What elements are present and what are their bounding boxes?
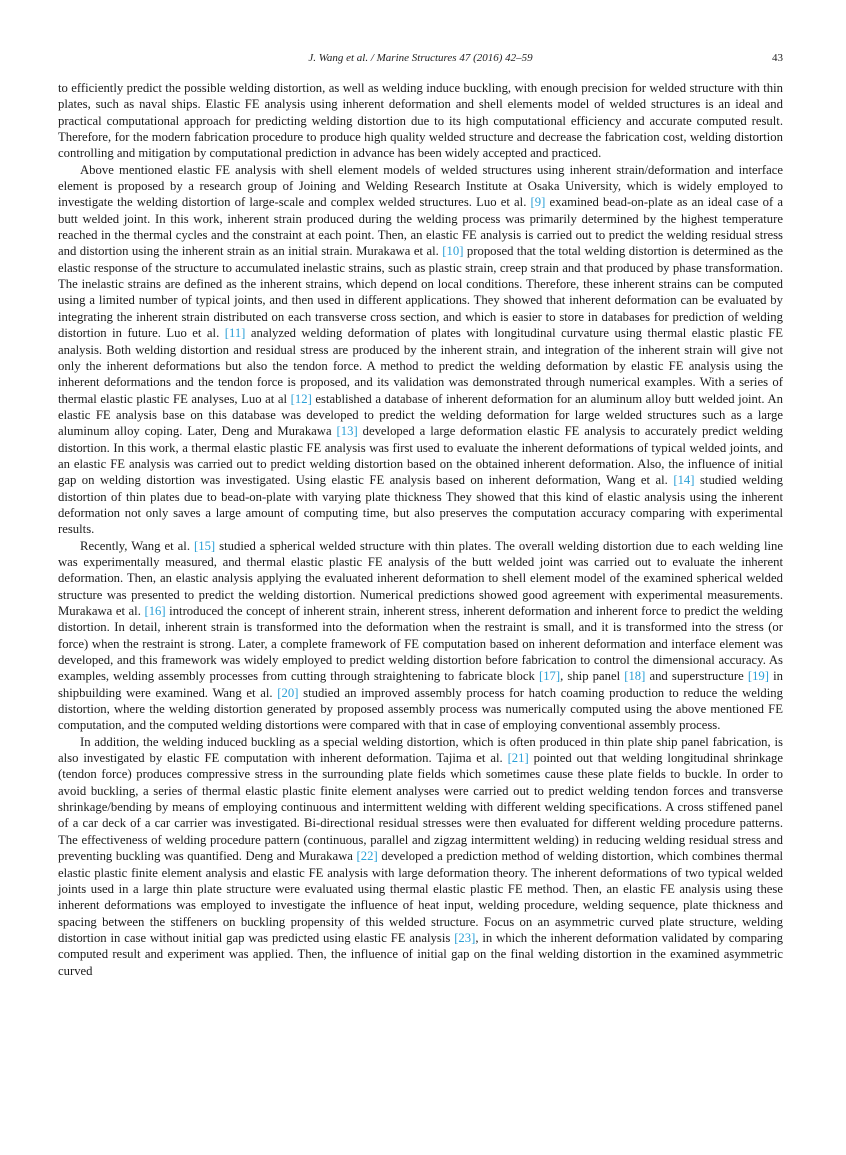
paragraph-text: , ship panel [560, 669, 625, 684]
paragraph-text: examined bead-on-plate as an ideal case of a butt welded joint. In this work, inherent strain produced during the welding process was primarily determined by the highest temperature reached in the thermal cycles and the constraint at each point. Then, an elastic FE analysis is carried out to predict the welding residual stress and distortion using the inherent strain as an initial strain. Murakawa et al. [58, 195, 783, 259]
citation-link[interactable]: [14] [673, 473, 695, 488]
paragraph [58, 734, 783, 979]
paragraph-text: developed a large deformation elastic FE analysis to accurately predict welding distortion. In this work, a thermal elastic plastic FE analysis was first used to evaluate the inherent deformations of typical welded joints, and an elastic FE analysis was carried out to predict welding distortion based on the obtained inherent deformation. Also, the influence of initial gap on welding distortion was investigated. Using elastic FE analysis based on inherent deformation, Wang et al. [58, 424, 783, 488]
citation-link[interactable]: [20] [277, 685, 299, 700]
journal-citation: J. Wang et al. / Marine Structures 47 (2016) 42–59 [308, 52, 533, 64]
paragraph-text: studied welding distortion of thin plates due to bead-on-plate with varying plate thickness They showed that this kind of elastic analysis using the inherent deformation not only saves a large amount of computing time, but also preserves the computation accuracy comparing with experimental results. [58, 473, 783, 537]
paragraph-text: and superstructure [645, 669, 748, 684]
paragraph-text: established a database of inherent deformation for an aluminum alloy butt welded joint. An elastic FE analysis base on this database was developed to predict the welding deformation for large welded structures such as a large aluminum alloy coping. Later, Deng and Murakawa [58, 391, 783, 439]
paragraph-text: in shipbuilding were examined. Wang et al. [58, 669, 783, 700]
running-header [58, 52, 783, 68]
paragraph-text: Recently, Wang et al. [80, 538, 195, 553]
paragraph [58, 538, 783, 734]
paragraph-text: to efficiently predict the possible welding distortion, as well as welding induce buckling, with enough precision for welded structure with thin plates, such as naval ships. Elastic FE analysis using inherent deformation and shell elements model of welded structures is an ideal and practical computational approach for predicting welding distortion due to its high computational efficiency and accurate computed result. Therefore, for the modern fabrication procedure to produce high quality welded structure and decrease the fabrication cost, welding distortion controlling and mitigation by computational prediction in advance has been widely accepted and practiced. [58, 81, 783, 161]
paragraph [58, 80, 783, 162]
citation-link[interactable]: [9] [530, 195, 546, 210]
citation-link[interactable]: [19] [747, 669, 769, 684]
paragraph-text: analyzed welding deformation of plates with longitudinal curvature using thermal elastic plastic FE analysis. Both welding distortion and residual stress are produced by the inherent strain, and integration of the inherent strain will give not only the inherent deformations but also the tendon force. A method to predict the welding deformation by elastic FE analysis using the inherent deformations and the tendon force is proposed, and its validation was demonstrated through numerical examples. With a series of thermal elastic plastic FE analyses, Luo at al [58, 326, 783, 406]
citation-link[interactable]: [22] [356, 849, 378, 864]
citation-link[interactable]: [10] [442, 244, 464, 259]
citation-link[interactable]: [11] [224, 326, 246, 341]
paragraph-text: developed a prediction method of welding distortion, which combines thermal elastic plastic finite element analysis and elastic FE analysis with large deformation theory. The inherent deformations of two typical welded joints used in a large thin plate structure were evaluated using thermal elastic plastic FE method. Then, an elastic FE analysis using these inherent deformations was employed to investigate the influence of heat input, welding procedure, welding sequence, plate thickness and spacing between the stiffeners on buckling propensity of this welded structure. Focus on an asymmetric curved plate structure, welding distortion in case without initial gap was predicted using elastic FE analysis [58, 849, 783, 945]
paragraph-text: introduced the concept of inherent strain, inherent stress, inherent deformation and inherent force to predict the welding distortion. In detail, inherent strain is transformed into the deformation when the restraint is small, and it is transformed into the stress (or force) when the restraint is strong. Later, a complete framework of FE computation based on inherent deformation and interface element was developed, and this framework was widely employed to predict welding distortion before fabrication to control the dimensional accuracy. As examples, welding assembly processes from cutting through straightening to fabricate block [58, 604, 783, 684]
citation-link[interactable]: [18] [624, 669, 646, 684]
paragraph [58, 162, 783, 538]
paragraph-text: In addition, the welding induced buckling as a special welding distortion, which is often produced in thin plate ship panel fabrication, is also investigated by elastic FE computation with inherent deformation. Tajima et al. [58, 734, 783, 766]
citation-link[interactable]: [12] [290, 391, 312, 406]
citation-link[interactable]: [13] [336, 424, 358, 439]
paragraph-text: studied a spherical welded structure with thin plates. The overall welding distortion due to each welding line was experimentally measured, and thermal elastic plastic FE analysis of the butt welded joint was carried out to evaluate the inherent deformation. Then, an elastic analysis applying the evaluated inherent deformation to shell element model of the examined spherical welded structure was presented to predict the welding distortion. Numerical predictions showed good agreement with experimental measurements. Murakawa et al. [58, 538, 784, 618]
paragraph-text: proposed that the total welding distortion is determined as the elastic response of the structure to accumulated inelastic strains, such as plastic strain, creep strain and that produced by phase transformation. The inelastic strains are defined as the inherent strains, which depend on local conditions. Therefore, these inherent strains can be computed using a limited number of typical joints, and then used in different applications. They showed that inherent deformation can be evaluated by integrating the inherent strain distributed on each transverse cross section, and which is easier to store in databases for prediction of welding distortion in future. Luo et al. [58, 244, 783, 341]
citation-link[interactable]: [15] [194, 538, 216, 553]
citation-link[interactable]: [16] [144, 604, 166, 618]
page-number: 43 [772, 52, 783, 64]
paragraph-text: studied an improved assembly process for hatch coaming production to reduce the welding distortion, where the welding distortion generated by proposed assembly process was numerically computed using the above mentioned FE computation, and the computed welding distortions were compared with that in case of employing conventional assembly process. [58, 685, 783, 733]
citation-link[interactable]: [21] [507, 751, 529, 766]
paragraph-text: pointed out that welding longitudinal shrinkage (tendon force) produces compressive stress in the surrounding plate fields which sometimes cause these plate fields to buckle. In order to avoid buckling, a series of thermal elastic plastic finite element analyses were carried out to predict welding tendon forces and transverse shrinkage/bending by means of employing continuous and intermittent welding with different welding specifications. A cross stiffened panel of a car deck of a car carrier was investigated. Bi-directional residual stresses were then evaluated for different welding procedure patterns. The effectiveness of welding procedure pattern (continuous, parallel and zigzag intermittent welding) in reducing welding residual stress and preventing buckling was quantified. Deng and Murakawa [58, 751, 783, 864]
paragraph-text: Above mentioned elastic FE analysis with shell element models of welded structures using inherent strain/deformation and interface element is proposed by a research group of Joining and Welding Research Institute at Osaka University, which is widely employed to investigate the welding distortion of large-scale and complex welded structures. Luo et al. [58, 162, 783, 210]
article-body [58, 80, 783, 979]
paragraph-text: , in which the inherent deformation validated by comparing computed result and experiment was applied. Then, the influence of initial gap on the final welding distortion in the examined asymmetric curved [58, 930, 783, 978]
citation-link[interactable]: [23] [454, 930, 476, 945]
citation-link[interactable]: [17] [538, 669, 561, 684]
